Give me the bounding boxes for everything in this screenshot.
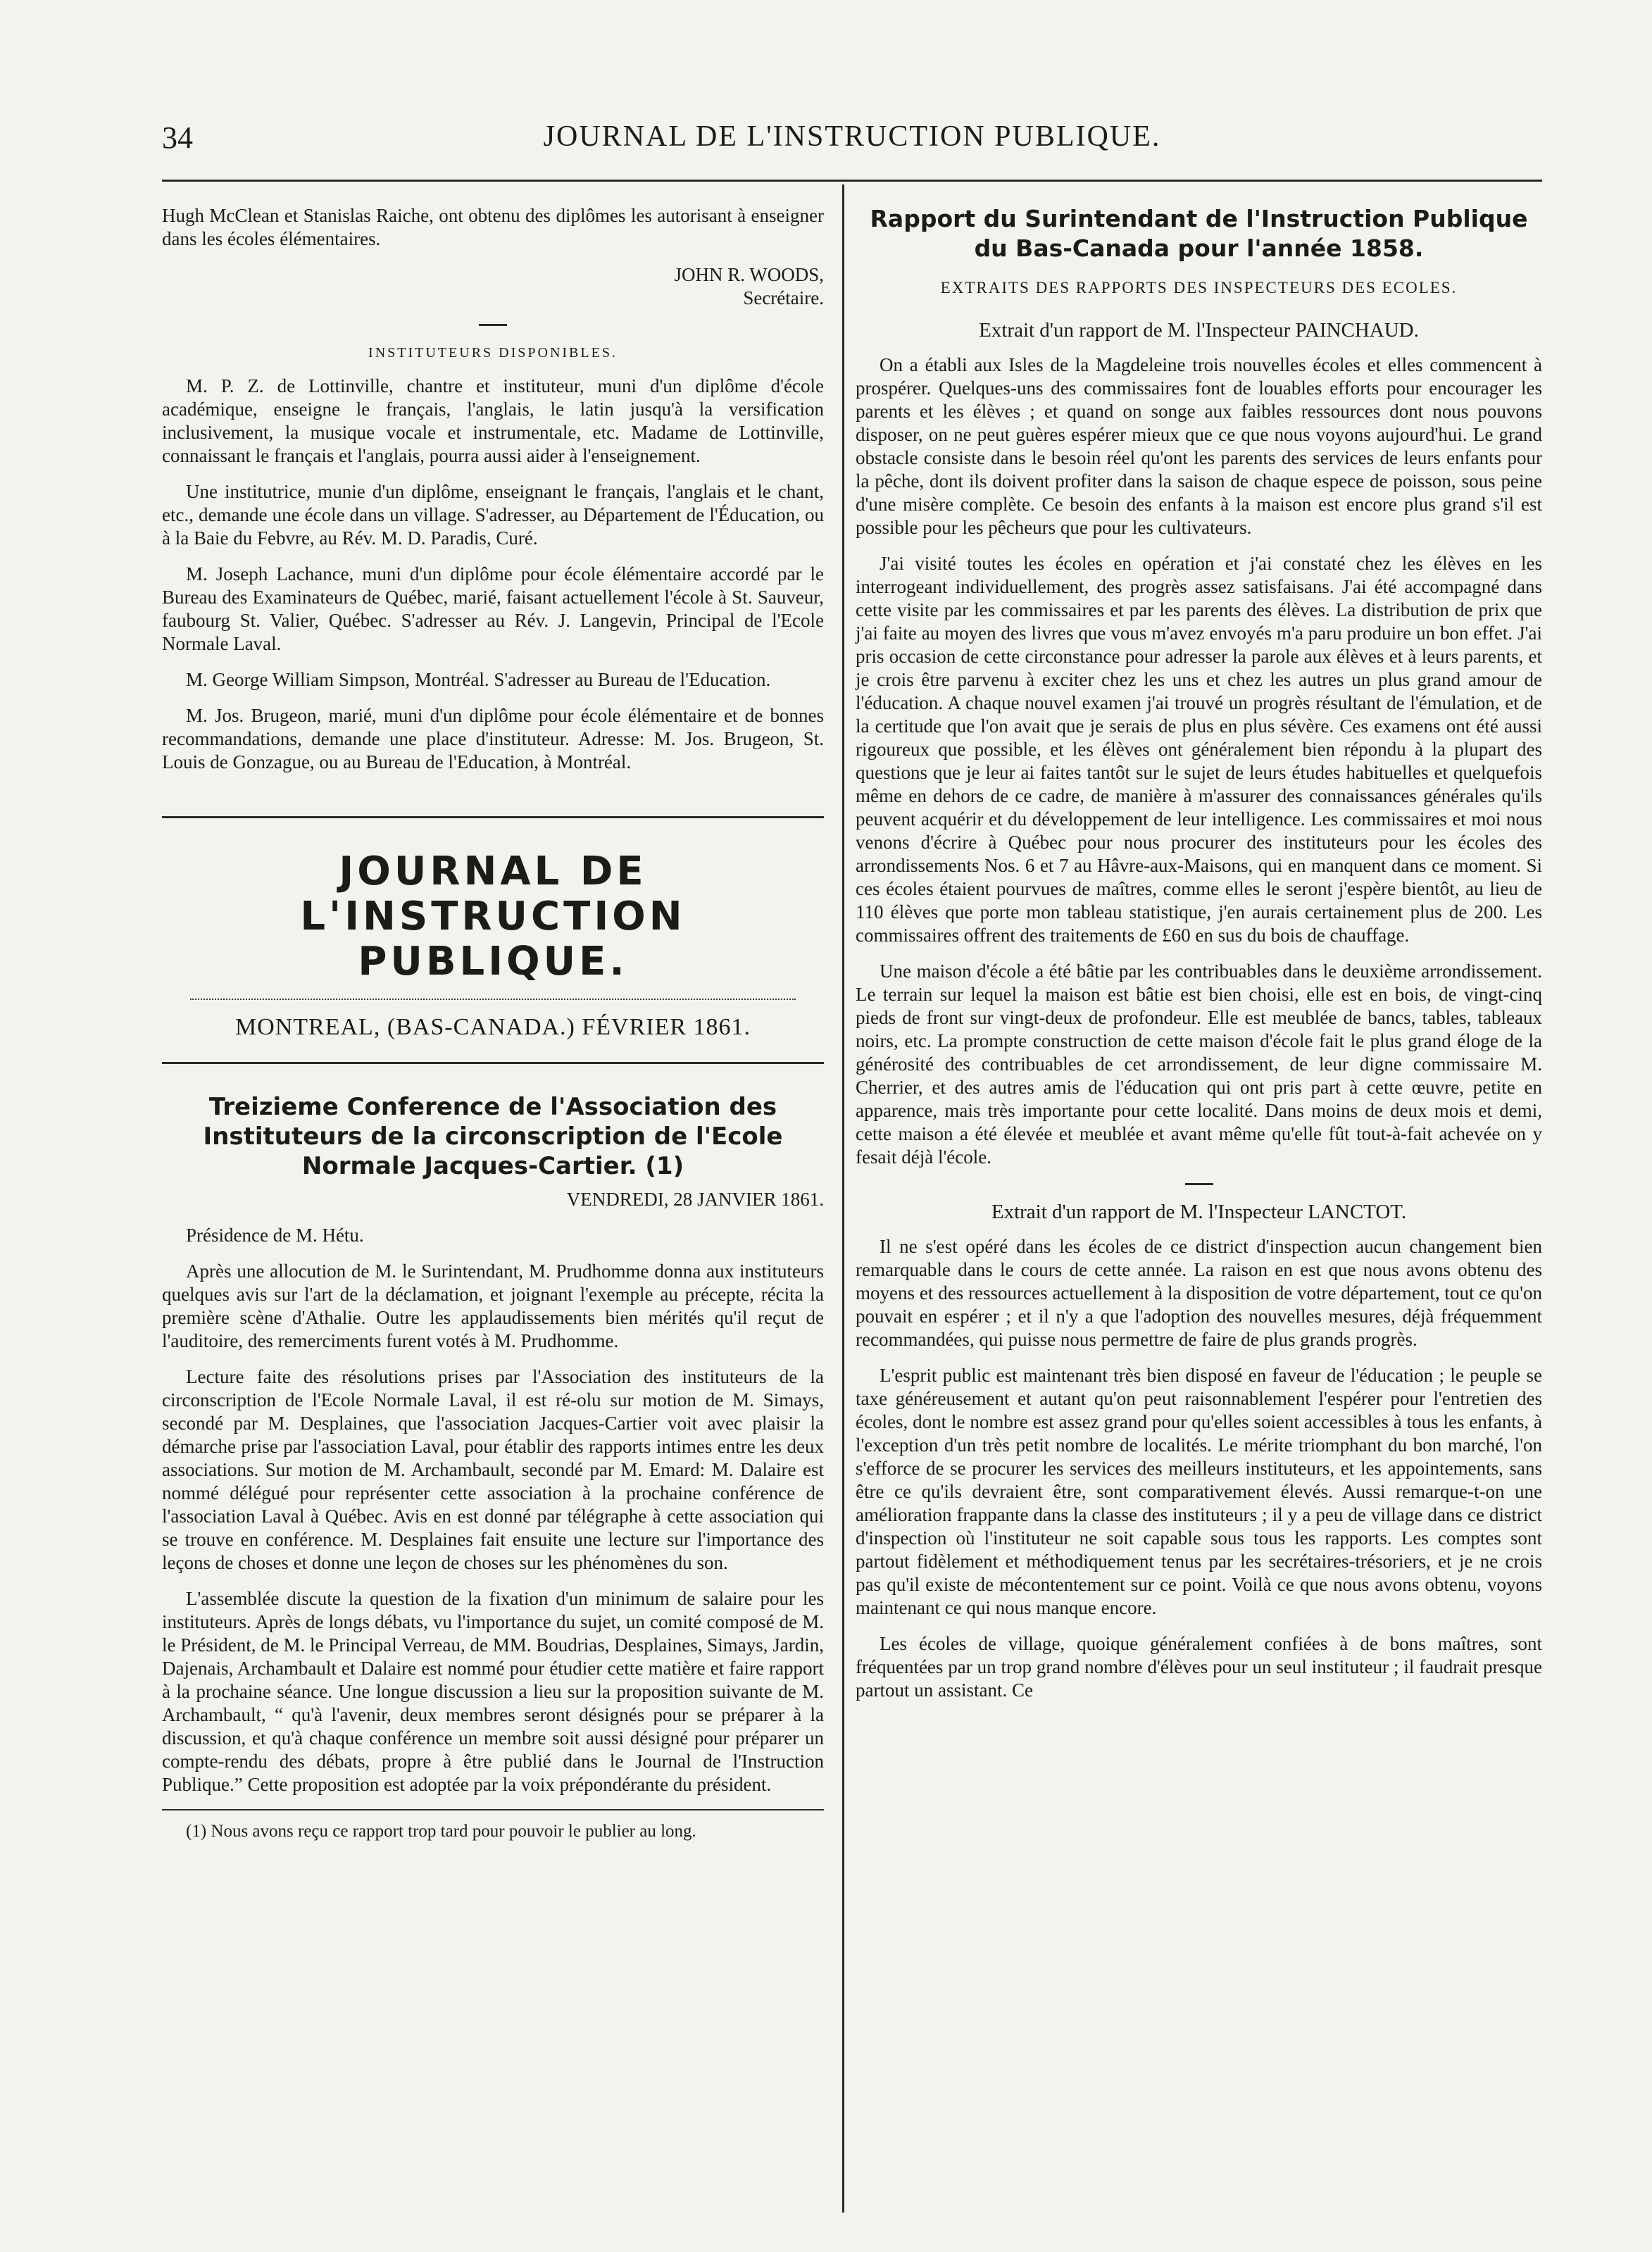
extract-title: Extrait d'un rapport de M. l'Inspecteur LANCTOT. [991,1201,1407,1223]
footnote-rule [162,1809,824,1810]
running-title: JOURNAL DE L'INSTRUCTION PUBLIQUE. [543,120,1161,153]
presidence-line: Présidence de M. Hétu. [186,1225,364,1246]
left-column [162,204,824,1855]
extract-title: Extrait d'un rapport de M. l'Inspecteur PAINCHAUD. [979,319,1419,342]
extract-paragraph: Une maison d'école a été bâtie par les contribuables dans le deuxième arrondissement. Le terrain sur lequel la maison est bâtie est bien choisi, elle est en bois, de vingt-cinq pieds de front sur vingt-deux de profondeur. Elle est meublée de bancs, tables, tableaux noirs, etc. La prompte construction de cette maison d'école fait le plus grand éloge de la générosité des contribuables de cet arrondissement, de leur digne commissaire M. Cherrier, et des autres amis de l'éducation qui ont pris part à cette œuvre, petite en apparence, mais très importante pour cette localité. Dans moins de deux mois et demi, cette maison a été élevée et meublée et avant même qu'elle fût tout-à-fait achevée on y fesait déjà l'école. [856,961,1542,1168]
footnote: (1) Nous avons reçu ce rapport trop tard pour pouvoir le publier au long. [186,1822,696,1841]
masthead-rule [190,999,796,1000]
header-rule [162,180,1542,182]
dateline: MONTREAL, (BAS-CANADA.) FÉVRIER 1861. [234,1014,751,1040]
instituteur-notice: M. George William Simpson, Montréal. S'adresser au Bureau de l'Education. [186,669,771,690]
page-number: 34 [162,120,193,155]
extract-paragraph: On a établi aux Isles de la Magdeleine trois nouvelles écoles et elles commencent à prospérer. Quelques-uns des commissaires font de louables efforts pour encourager les parents et les élèves ; et quand on songe aux faibles ressources dont nous pouvons disposer, on ne peut guères espérer mieux que ce que nous voyons aujourd'hui. Le grand obstacle consiste dans le besoin réel qu'ont les parents des services de leurs enfants pour la pêche, dont ils doivent profiter dans la saison de chaque espece de poisson, sous peine d'une misère complète. Ce besoin des enfants à la maison est encore plus grand s'il est possible pour les pêcheurs que pour les cultivateurs. [856,354,1542,538]
extract-paragraph: L'esprit public est maintenant très bien disposé en faveur de l'éducation ; le peuple se taxe généreusement et autant qu'on peut raisonnablement l'espérer pour l'entretien des écoles, dont le nombre est assez grand pour qu'elles soient accessibles à tous les enfants, à l'exception d'un très petit nombre de localités. Le mérite triomphant du bon marché, l'on s'efforce de se procurer les services des meilleurs instituteurs, et les appointements, sans être ce qu'ils devraient être, sont comparativement élevés. Aussi remarque-t-on une amélioration frappante dans la classe des instituteurs ; il y a peu de village dans ce district d'inspection où l'instituteur ne soit capable sous tous les rapports. Les comptes sont partout fidèlement et méthodiquement tenus par les secrétaires-trésoriers, et je ne crois pas qu'il existe de mécontentement sur ce point. Voilà ce que nous avons obtenu, voyons maintenant ce qui nous manque encore. [856,1365,1542,1618]
signature-title: Secrétaire. [743,287,824,308]
column-divider [842,184,844,2213]
intro-paragraph: Hugh McClean et Stanislas Raiche, ont obtenu des diplômes les autorisant à enseigner dans les écoles élémentaires. [162,205,824,249]
instituteur-notice: M. Joseph Lachance, muni d'un diplôme pour école élémentaire accordé par le Bureau des Examinateurs de Québec, marié, faisant actuellement l'école à St. Sauveur, faubourg St. Valier, Québec. S'adresser au Rév. J. Langevin, Principal de l'Ecole Normale Laval. [162,563,824,654]
right-column [856,204,1542,1715]
extract-paragraph: Les écoles de village, quoique généralement confiées à de bons maîtres, sont fréquentées par un trop grand nombre d'élèves pour un seul instituteur ; il faudrait presque partout un assistant. Ce [856,1633,1542,1701]
report-subhead: EXTRAITS DES RAPPORTS DES INSPECTEURS DES ECOLES. [940,279,1458,296]
running-header [162,120,1542,162]
instituteur-notice: Une institutrice, munie d'un diplôme, enseignant le français, l'anglais et le chant, etc., demande une école dans un village. S'adresser, au Département de l'Éducation, ou à la Baie du Febvre, au Rév. M. D. Paradis, Curé. [162,481,824,549]
report-title: Rapport du Surintendant de l'Instruction Publique du Bas-Canada pour l'année 1858. [870,205,1528,262]
article-paragraph: Après une allocution de M. le Surintendant, M. Prudhomme donna aux instituteurs quelques avis sur l'art de la déclamation, et joignant l'exemple au précepte, récita la première scène d'Athalie. Outre les applaudissements bien mérités qu'il reçut de l'auditoire, des remerciments furent votés à M. Prudhomme. [162,1261,824,1351]
article-date: VENDREDI, 28 JANVIER 1861. [566,1189,824,1210]
masthead-bottom-rule [162,1062,824,1064]
section-title: INSTITUTEURS DISPONIBLES. [368,345,618,361]
signature-name: JOHN R. WOODS, [674,264,824,285]
extract-paragraph: J'ai visité toutes les écoles en opération et j'ai constaté chez les élèves en les interrogeant individuellement, des progrès assez satisfaisans. J'ai été accompagné dans cette visite par les commissaires et par les parents des élèves. La distribution de prix que j'ai faite au moyen des livres que vous m'avez envoyés m'a paru produire un bon effet. J'ai pris occasion de cette circonstance pour adresser la parole aux élèves et à leurs parents, et je crois être parvenu à exciter chez les uns et chez les autres un plus grand amour de l'éducation. A chaque nouvel examen j'ai trouvé un progrès résultant de l'émulation, et de la certitude que l'on avait que je serais de plus en plus sévère. Ces examens ont été aussi rigoureux que possible, et les élèves ont généralement bien répondu à la plupart des questions que je leur ai faites tantôt sur le sujet de leurs études habituelles et quelquefois même en dehors de ce cadre, de manière à m'assurer des connaissances générales qu'ils peuvent acquérir et du développement de leur intelligence. Les commissaires et moi nous venons d'écrire à Québec pour nous procurer des instituteurs pour les écoles des arrondissements Nos. 6 et 7 au Hâvre-aux-Maisons, qui en manquent dans ce moment. Si ces écoles étaient pourvues de maîtres, comme elles le seront j'espère bientôt, au lieu de 110 élèves que porte mon tableau statistique, j'en aurais certainement plus de 200. Les commissaires offrent des traitements de £60 en sus du bois de chauffage. [856,553,1542,946]
article-title: Treizieme Conference de l'Association des Instituteurs de la circonscription de l'Ecole Normale Jacques-Cartier. (1) [203,1093,783,1180]
article-paragraph: L'assemblée discute la question de la fixation d'un minimum de salaire pour les instituteurs. Après de longs débats, vu l'importance du sujet, un comité composé de M. le Président, de M. le Principal Verreau, de MM. Boudrias, Desplaines, Simays, Jardin, Dajenais, Archambault et Dalaire est nommé pour étudier cette matière et faire rapport à la prochaine séance. Une longue discussion a lieu sur la proposition suivante de M. Archambault, “ qu'à l'avenir, deux membres seront désignés pour se préparer à la discussion, et qu'à chaque conférence un membre soit aussi désigné pour préparer un compte-rendu des débats, propre à être publié dans le Journal de l'Instruction Publique.” Cette proposition est adoptée par la voix prépondérante du président. [162,1588,824,1795]
section-divider [479,324,507,326]
extract-divider [1185,1183,1213,1185]
masthead: JOURNAL DE L'INSTRUCTION PUBLIQUE. [162,816,824,984]
instituteur-notice: M. P. Z. de Lottinville, chantre et instituteur, muni d'un diplôme d'école académique, enseigne le français, l'anglais, le latin jusqu'à la versification inclusivement, la musique vocale et instrumentale, etc. Madame de Lottinville, connaissant le français et l'anglais, pourra aussi aider à l'enseignement. [162,375,824,466]
instituteur-notice: M. Jos. Brugeon, marié, muni d'un diplôme pour école élémentaire et de bonnes recommandations, demande une place d'instituteur. Adresse: M. Jos. Brugeon, St. Louis de Gonzague, ou au Bureau de l'Education, à Montréal. [162,705,824,772]
extract-paragraph: Il ne s'est opéré dans les écoles de ce district d'inspection aucun changement bien remarquable dans le cours de cette année. La raison en est que nous avons obtenu des moyens et des ressources actuellement à la disposition de votre département, tout ce qu'on pouvait en espérer ; et il n'y a que l'adoption des nouvelles mesures, déjà fréquemment recommandées, qui puisse nous permettre de faire de plus grands progrès. [856,1236,1542,1350]
article-paragraph: Lecture faite des résolutions prises par l'Association des instituteurs de la circonscription de l'Ecole Normale Laval, il est ré-olu sur motion de M. Simays, secondé par M. Desplaines, que l'association Jacques-Cartier voit avec plaisir la démarche prise par l'association Laval, pour établir des rapports intimes entre les deux associations. Sur motion de M. Archambault, secondé par M. Emard: M. Dalaire est nommé délégué pour représenter cette association à la prochaine conférence de l'association Laval à Québec. Avis en est donné par télégraphe à cette association qui se trouve en conférence. M. Desplaines fait ensuite une lecture sur l'importance des leçons de choses et donne une leçon de choses sur les phénomènes du son. [162,1366,824,1573]
